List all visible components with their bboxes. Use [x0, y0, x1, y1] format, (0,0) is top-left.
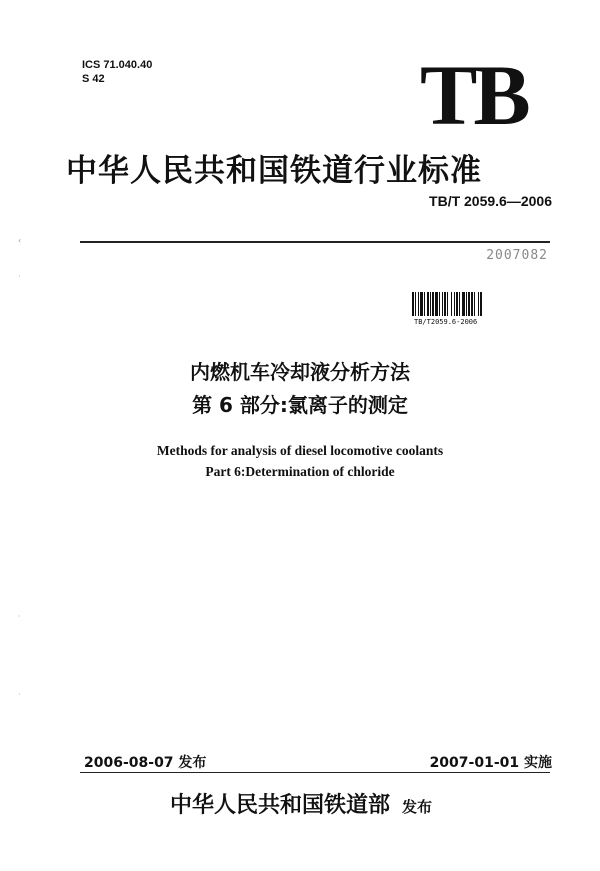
barcode — [412, 292, 508, 316]
ics-classification — [82, 58, 152, 86]
english-title-line-2: Part 6:Determination of chloride — [205, 464, 395, 479]
implementation-date: 2007-01-01 实施 — [429, 755, 552, 771]
ics-code: ICS 71.040.40 — [82, 59, 153, 71]
chinese-title — [0, 356, 600, 422]
scan-mark: · — [18, 272, 21, 281]
issuer — [170, 788, 432, 819]
bottom-divider — [80, 772, 550, 773]
chinese-title-line-1: 内燃机车冷却液分析方法 — [190, 360, 410, 384]
english-title-line-1: Methods for analysis of diesel locomotive coolants — [156, 443, 444, 458]
standard-number: TB/T 2059.6—2006 — [429, 193, 552, 209]
chinese-title-line-2: 第 6 部分:氯离子的测定 — [192, 393, 408, 417]
archive-stamp: 2007082 — [486, 248, 548, 263]
english-title — [0, 440, 600, 482]
scan-mark: · — [18, 612, 21, 621]
issue-date: 2006-08-07 发布 — [84, 755, 207, 771]
publish-label: 发布 — [402, 798, 433, 816]
barcode-text: TB/T2059.6-2006 — [414, 318, 478, 326]
scan-mark: · — [18, 690, 21, 699]
top-divider — [80, 241, 550, 243]
issuer-name: 中华人民共和国铁道部 — [170, 793, 391, 818]
scan-mark: ‹ — [18, 236, 22, 245]
tb-logo: TB — [420, 47, 527, 143]
standard-title: 中华人民共和国铁道行业标准 — [66, 153, 482, 189]
category-code: S 42 — [82, 73, 105, 85]
